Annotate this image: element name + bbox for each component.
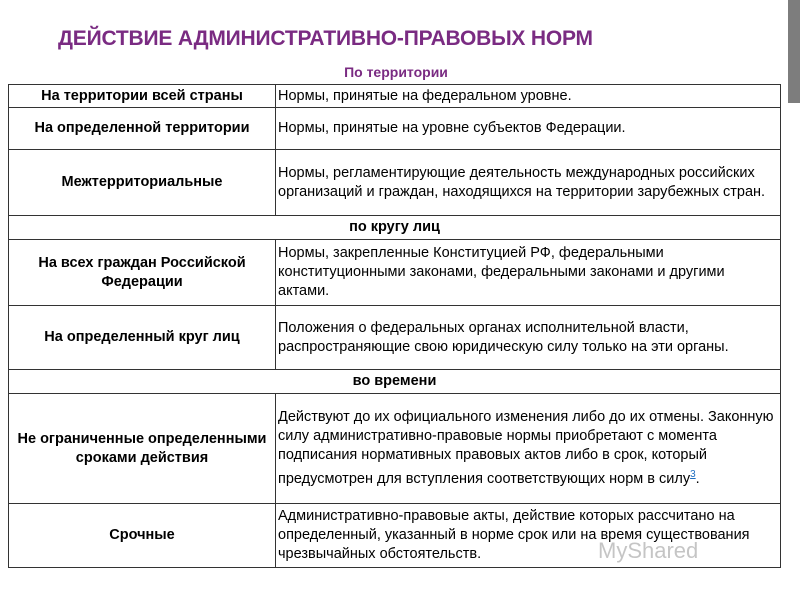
row-description: Нормы, принятые на федеральном уровне. <box>276 85 781 108</box>
row-description: Нормы, закрепленные Конституцией РФ, федеральными конституционными законами, федеральными законами и другими актами. <box>276 240 781 306</box>
row-term: На определенной территории <box>9 108 276 150</box>
table-row <box>9 394 781 504</box>
table-section-row <box>9 370 781 394</box>
row-description: Нормы, принятые на уровне субъектов Федерации. <box>276 108 781 150</box>
section-header-by-persons: по кругу лиц <box>9 216 781 240</box>
row-description: Нормы, регламентирующие деятельность международных российских организаций и граждан, находящихся на территории зарубежных стран. <box>276 150 781 216</box>
row-description: Административно-правовые акты, действие которых рассчитано на определенный, указанный в норме срок или на время существования чрезвычайных обстоятельств. <box>276 504 781 568</box>
footnote-link[interactable]: 3 <box>690 469 696 481</box>
table-row <box>9 240 781 306</box>
row-term: Межтерриториальные <box>9 150 276 216</box>
row-term: На определенный круг лиц <box>9 306 276 370</box>
page-title: ДЕЙСТВИЕ АДМИНИСТРАТИВНО-ПРАВОВЫХ НОРМ <box>58 27 593 50</box>
row-term: На территории всей страны <box>9 85 276 108</box>
row-term: На всех граждан Российской Федерации <box>9 240 276 306</box>
side-accent-bar <box>788 0 800 103</box>
table-row <box>9 306 781 370</box>
row-description-text: Действуют до их официального изменения либо до их отмены. Законную силу административно-правовые нормы приобретают с момента подписания нормативных правовых актов либо в срок, который предусмотрен для вступления соответствующих норм в силу <box>278 409 774 487</box>
table-row <box>9 150 781 216</box>
section-subtitle: По территории <box>344 64 448 80</box>
watermark-logo: MyShared <box>598 538 699 563</box>
norms-table <box>8 84 781 568</box>
section-header-by-time: во времени <box>9 370 781 394</box>
row-description-end: . <box>695 470 700 487</box>
row-description <box>276 394 781 504</box>
row-term: Срочные <box>9 504 276 568</box>
table-row <box>9 108 781 150</box>
row-term: Не ограниченные определенными сроками действия <box>9 394 276 504</box>
row-description: Положения о федеральных органах исполнительной власти, распространяющие свою юридическую силу только на эти органы. <box>276 306 781 370</box>
table-row <box>9 85 781 108</box>
table-section-row <box>9 216 781 240</box>
